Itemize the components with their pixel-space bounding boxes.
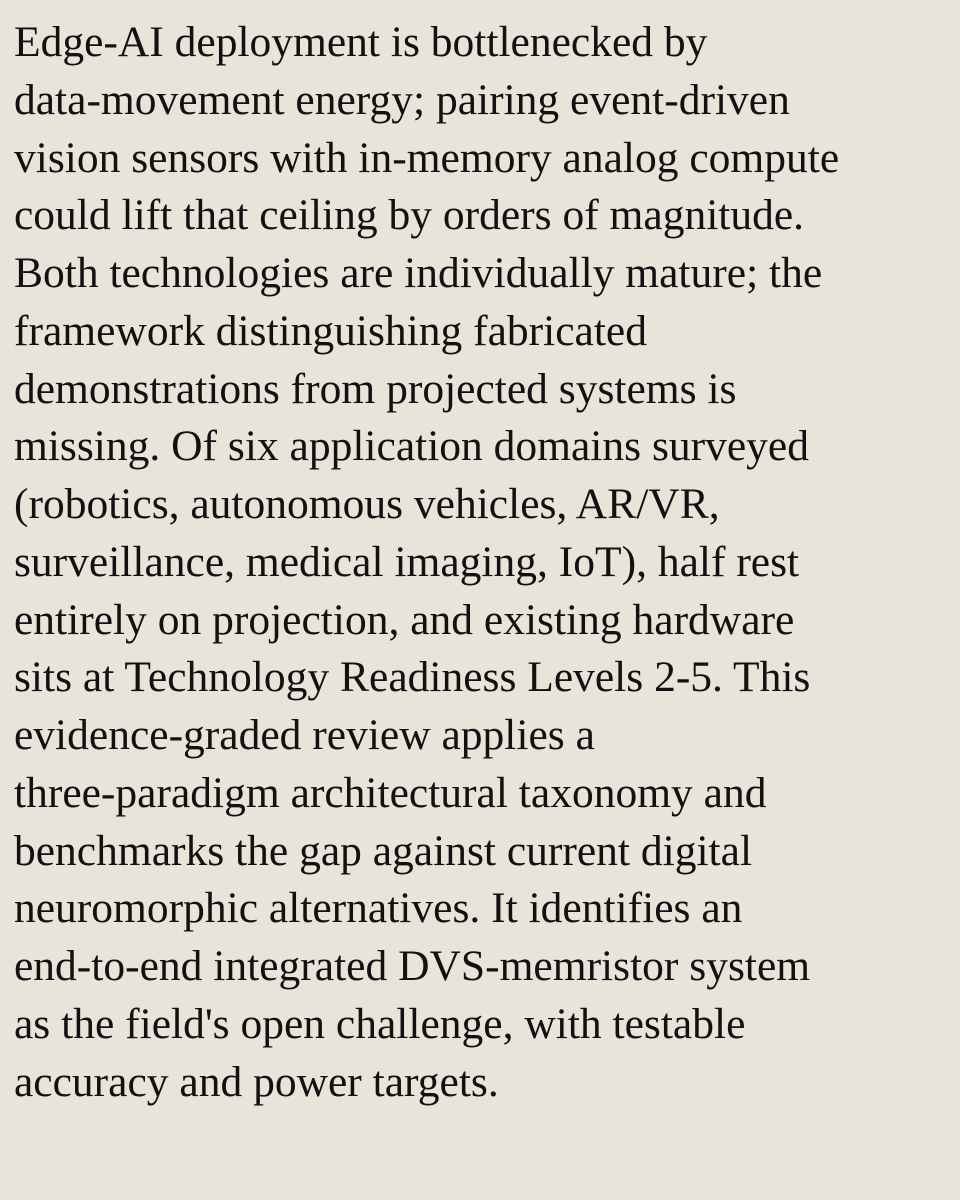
abstract-line: as the field's open challenge, with testable	[14, 999, 746, 1048]
abstract-line: Edge-AI deployment is bottlenecked by	[14, 18, 708, 66]
abstract-line: entirely on projection, and existing hardware	[14, 595, 795, 644]
abstract-line: framework distinguishing fabricated	[14, 306, 647, 355]
abstract-line: (robotics, autonomous vehicles, AR/VR,	[14, 480, 720, 528]
abstract-line: data-movement energy; pairing event-driven	[14, 75, 790, 124]
abstract-line: end-to-end integrated DVS-memristor system	[14, 942, 811, 990]
abstract-line: vision sensors with in-memory analog compute	[14, 133, 840, 182]
abstract-line: evidence-graded review applies a	[14, 711, 595, 759]
abstract-line: three-paradigm architectural taxonomy and	[14, 768, 767, 817]
abstract-line: demonstrations from projected systems is	[14, 364, 737, 413]
abstract-line: surveillance, medical imaging, IoT), half rest	[14, 537, 800, 586]
abstract-line: accuracy and power targets.	[14, 1057, 499, 1106]
abstract-line: neuromorphic alternatives. It identifies an	[14, 884, 743, 933]
abstract-line: could lift that ceiling by orders of magnitude.	[14, 191, 805, 240]
abstract-line: benchmarks the gap against current digital	[14, 826, 753, 875]
abstract-line: missing. Of six application domains surveyed	[14, 422, 809, 471]
abstract-line: Both technologies are individually mature; the	[14, 249, 823, 297]
abstract-line: sits at Technology Readiness Levels 2-5. This	[14, 653, 811, 702]
abstract-text	[14, 14, 954, 1111]
